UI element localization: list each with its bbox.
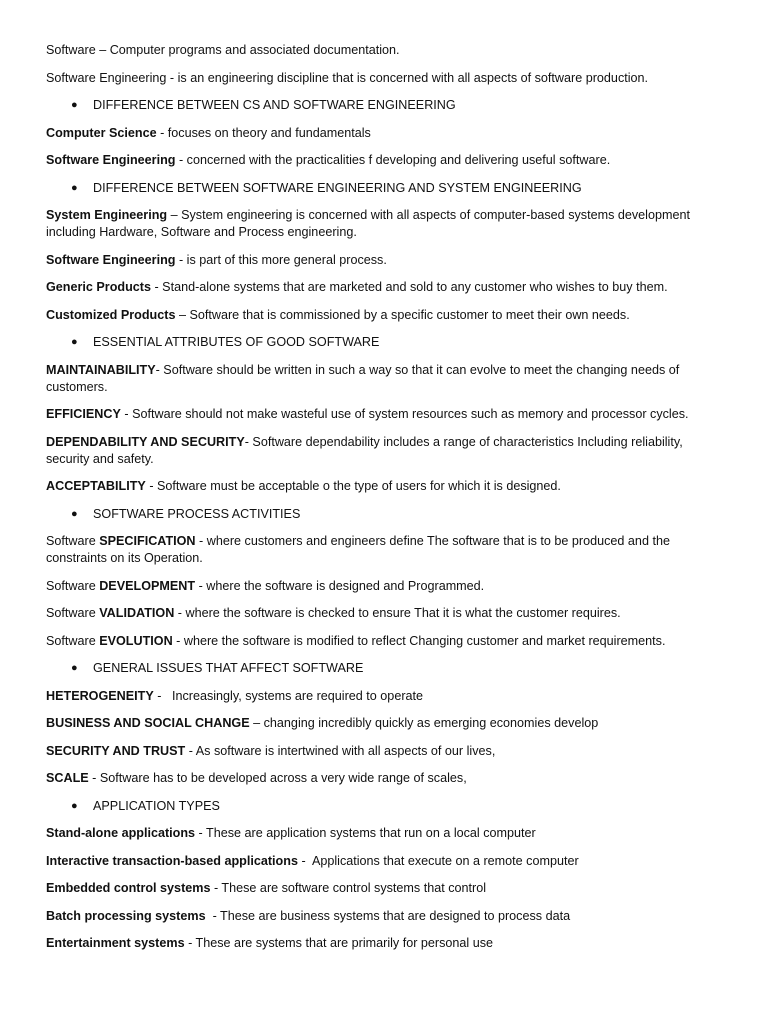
definition-text: - Applications that execute on a remote computer xyxy=(297,853,579,868)
term: Entertainment systems xyxy=(46,936,185,950)
section-heading-text: DIFFERENCE BETWEEN CS AND SOFTWARE ENGINEERING xyxy=(93,98,456,112)
paragraph xyxy=(46,125,728,142)
paragraph xyxy=(46,434,728,468)
term: VALIDATION xyxy=(99,606,175,620)
term: DEVELOPMENT xyxy=(99,578,196,593)
term: SECURITY AND TRUST xyxy=(46,743,186,758)
paragraph xyxy=(46,362,728,396)
term: EFFICIENCY xyxy=(46,407,121,421)
section-heading-text: APPLICATION TYPES xyxy=(93,798,220,813)
term: SPECIFICATION xyxy=(99,534,196,548)
definition-text: - concerned with the practicalities f developing and delivering useful software. xyxy=(175,153,611,167)
paragraph xyxy=(46,70,728,87)
bullet-icon: ● xyxy=(71,181,78,194)
term-prefix: Software xyxy=(46,606,100,620)
term: Stand-alone applications xyxy=(46,826,196,840)
paragraph xyxy=(46,715,728,732)
paragraph xyxy=(46,42,728,59)
paragraph xyxy=(46,908,728,925)
bullet-icon: ● xyxy=(71,662,78,674)
term: HETEROGENEITY xyxy=(46,688,154,703)
definition-text: - These are software control systems that control xyxy=(210,881,487,895)
paragraph xyxy=(46,152,728,169)
definition-text: - where the software is modified to reflect Changing customer and market requirements. xyxy=(172,633,666,648)
paragraph xyxy=(46,406,728,423)
bullet-icon: ● xyxy=(71,336,78,348)
definition-text: - where the software is checked to ensure That it is what the customer requires. xyxy=(174,606,621,620)
section-heading-text: DIFFERENCE BETWEEN SOFTWARE ENGINEERING AND SYSTEM ENGINEERING xyxy=(93,180,582,195)
term: Computer Science xyxy=(46,125,157,140)
definition-text: - is part of this more general process. xyxy=(175,252,387,267)
bullet-icon: ● xyxy=(71,799,78,812)
term: BUSINESS AND SOCIAL CHANGE xyxy=(46,716,250,730)
definition-text: - These are systems that are primarily for personal use xyxy=(184,936,494,950)
term: Interactive transaction-based applications xyxy=(46,853,298,868)
term: Batch processing systems xyxy=(46,908,206,923)
term: Customized Products xyxy=(46,307,176,322)
term: Software Engineering xyxy=(46,252,176,267)
bullet-icon: ● xyxy=(71,99,78,111)
term: ACCEPTABILITY xyxy=(46,479,146,493)
definition-text: - where customers and engineers define The software that is to be produced and the constraints on its Operation. xyxy=(46,534,674,565)
paragraph xyxy=(46,307,728,324)
definition-text: - Software must be acceptable o the type of users for which it is designed. xyxy=(145,479,561,493)
section-heading xyxy=(46,660,728,677)
definition-text: - Software has to be developed across a very wide range of scales, xyxy=(88,771,467,785)
term: MAINTAINABILITY xyxy=(46,362,156,377)
definition-text: - These are business systems that are designed to process data xyxy=(205,908,571,923)
definition-text: - Increasingly, systems are required to operate xyxy=(153,688,424,703)
definition-text: - Stand-alone systems that are marketed and sold to any customer who wishes to buy them. xyxy=(150,280,668,294)
paragraph xyxy=(46,578,728,595)
definition-text: - As software is intertwined with all aspects of our lives, xyxy=(185,743,496,758)
paragraph xyxy=(46,688,728,705)
section-heading xyxy=(46,506,728,523)
term-prefix: Software xyxy=(46,534,100,548)
definition-text: - Software should be written in such a way so that it can evolve to meet the changing needs of customers. xyxy=(46,362,683,394)
definition-text: Software – Computer programs and associated documentation. xyxy=(46,43,400,57)
paragraph xyxy=(46,935,728,952)
definition-text: Software Engineering - is an engineering discipline that is concerned with all aspects of software production. xyxy=(46,70,649,85)
paragraph xyxy=(46,853,728,870)
definition-text: - focuses on theory and fundamentals xyxy=(156,125,371,140)
term: DEPENDABILITY AND SECURITY xyxy=(46,434,245,449)
term: System Engineering xyxy=(46,208,168,222)
definition-text: – Software that is commissioned by a specific customer to meet their own needs. xyxy=(175,307,630,322)
definition-text: – changing incredibly quickly as emerging economies develop xyxy=(249,716,599,730)
definition-text: - These are application systems that run on a local computer xyxy=(195,826,536,840)
definition-text: – System engineering is concerned with all aspects of computer-based systems development including Hardware, Software and Process engineering. xyxy=(46,208,694,239)
definition-text: - Software should not make wasteful use of system resources such as memory and processor cycles. xyxy=(120,407,689,421)
definition-text: - where the software is designed and Programmed. xyxy=(195,578,485,593)
term-prefix: Software xyxy=(46,633,100,648)
section-heading xyxy=(46,798,728,815)
definition-text: - Software dependability includes a range of characteristics Including reliability, security and safety. xyxy=(46,434,687,466)
term: Software Engineering xyxy=(46,153,176,167)
section-heading-text: ESSENTIAL ATTRIBUTES OF GOOD SOFTWARE xyxy=(93,335,380,349)
paragraph xyxy=(46,880,728,897)
section-heading-text: GENERAL ISSUES THAT AFFECT SOFTWARE xyxy=(93,661,364,675)
term: Embedded control systems xyxy=(46,881,211,895)
paragraph xyxy=(46,825,728,842)
paragraph xyxy=(46,605,728,622)
paragraph xyxy=(46,279,728,296)
paragraph xyxy=(46,743,728,760)
term: SCALE xyxy=(46,771,89,785)
paragraph xyxy=(46,770,728,787)
bullet-icon: ● xyxy=(71,507,78,520)
paragraph xyxy=(46,533,728,567)
section-heading xyxy=(46,180,728,197)
paragraph xyxy=(46,252,728,269)
section-heading xyxy=(46,334,728,351)
term: Generic Products xyxy=(46,280,151,294)
term: EVOLUTION xyxy=(99,633,173,648)
paragraph xyxy=(46,478,728,495)
section-heading-text: SOFTWARE PROCESS ACTIVITIES xyxy=(93,506,301,521)
section-heading xyxy=(46,97,728,114)
paragraph xyxy=(46,207,728,241)
paragraph xyxy=(46,633,728,650)
term-prefix: Software xyxy=(46,578,100,593)
